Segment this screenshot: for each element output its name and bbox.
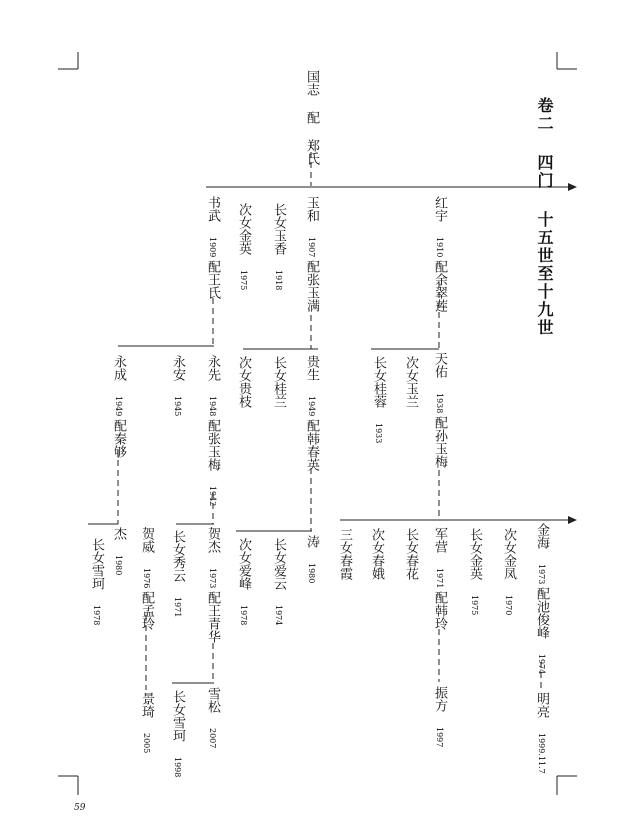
arrow-right-icon: [568, 183, 577, 191]
crop-mark-bottom-right: [557, 776, 577, 795]
member-jie: 杰 1980: [111, 527, 126, 576]
member-yongan: 永安 1945: [170, 355, 185, 417]
member-xiuyun: 长女秀云 1971: [170, 530, 185, 618]
member-tao: 涛 1980: [304, 535, 319, 584]
member-yongcheng: 永成 1949 配秦够: [111, 355, 126, 458]
member-jingqi: 景琦 2005: [139, 692, 154, 754]
member-hejie: 贺杰 1973 配王青华: [205, 527, 220, 643]
crop-mark-top-left: [58, 52, 78, 69]
member-tianyou: 天佑 1938 配孙玉梅: [432, 352, 447, 468]
arrow-right-icon: [568, 516, 577, 524]
member-mingliang: 明亮 1999.11.7: [534, 692, 549, 774]
crop-mark-bottom-left: [58, 776, 78, 795]
member-zhenfang: 振方 1997: [432, 686, 447, 748]
member-guisheng: 贵生 1949 配韩春英: [304, 355, 319, 471]
member-jinfeng: 次女金凤 1970: [501, 528, 516, 616]
member-yulan: 次女玉兰: [403, 356, 418, 408]
member-xueke2: 长女雪珂 1978: [89, 538, 104, 626]
member-guilan: 长女桂兰: [271, 356, 286, 408]
member-hongyu: 红宇 1910 配余翠莲: [432, 196, 447, 312]
member-yuhe: 玉和 1907 配张玉满: [304, 196, 319, 312]
crop-mark-top-right: [557, 52, 577, 69]
member-guirong: 长女桂蓉 1933: [371, 356, 386, 444]
member-shuwu: 书武 1909 配王氏: [205, 196, 220, 299]
member-yongxian: 永先 1948 配张玉梅 1942: [205, 355, 220, 507]
ancestor-note: 国志 配 郑氏: [304, 70, 319, 165]
member-chune: 次女春娥: [369, 528, 384, 580]
member-aiyun: 长女爱云 1974: [271, 538, 286, 626]
member-xueke1: 长女雪珂 1998: [170, 690, 185, 778]
member-xuesong: 雪松 2007: [205, 687, 220, 749]
page-number: 59: [74, 803, 86, 813]
member-junying: 军营 1971 配韩玲: [432, 527, 447, 630]
member-yuxiang: 长女玉香 1918: [271, 203, 286, 291]
member-chunxia: 三女春霞: [337, 528, 352, 580]
member-chunhua: 长女春花: [403, 528, 418, 580]
member-guizhi: 次女贵枝: [236, 356, 251, 408]
member-aifeng: 次女爱峰 1978: [236, 538, 251, 626]
member-jinhai: 金海 1973 配池俊峰 1974: [534, 523, 549, 675]
member-hewei: 贺威 1976 配孟玲: [139, 527, 154, 630]
member-jinying1: 次女金英 1975: [236, 203, 251, 291]
volume-title: 卷二 四门 十五世至十九世: [535, 97, 554, 337]
member-jinying2: 长女金英 1975: [467, 528, 482, 616]
